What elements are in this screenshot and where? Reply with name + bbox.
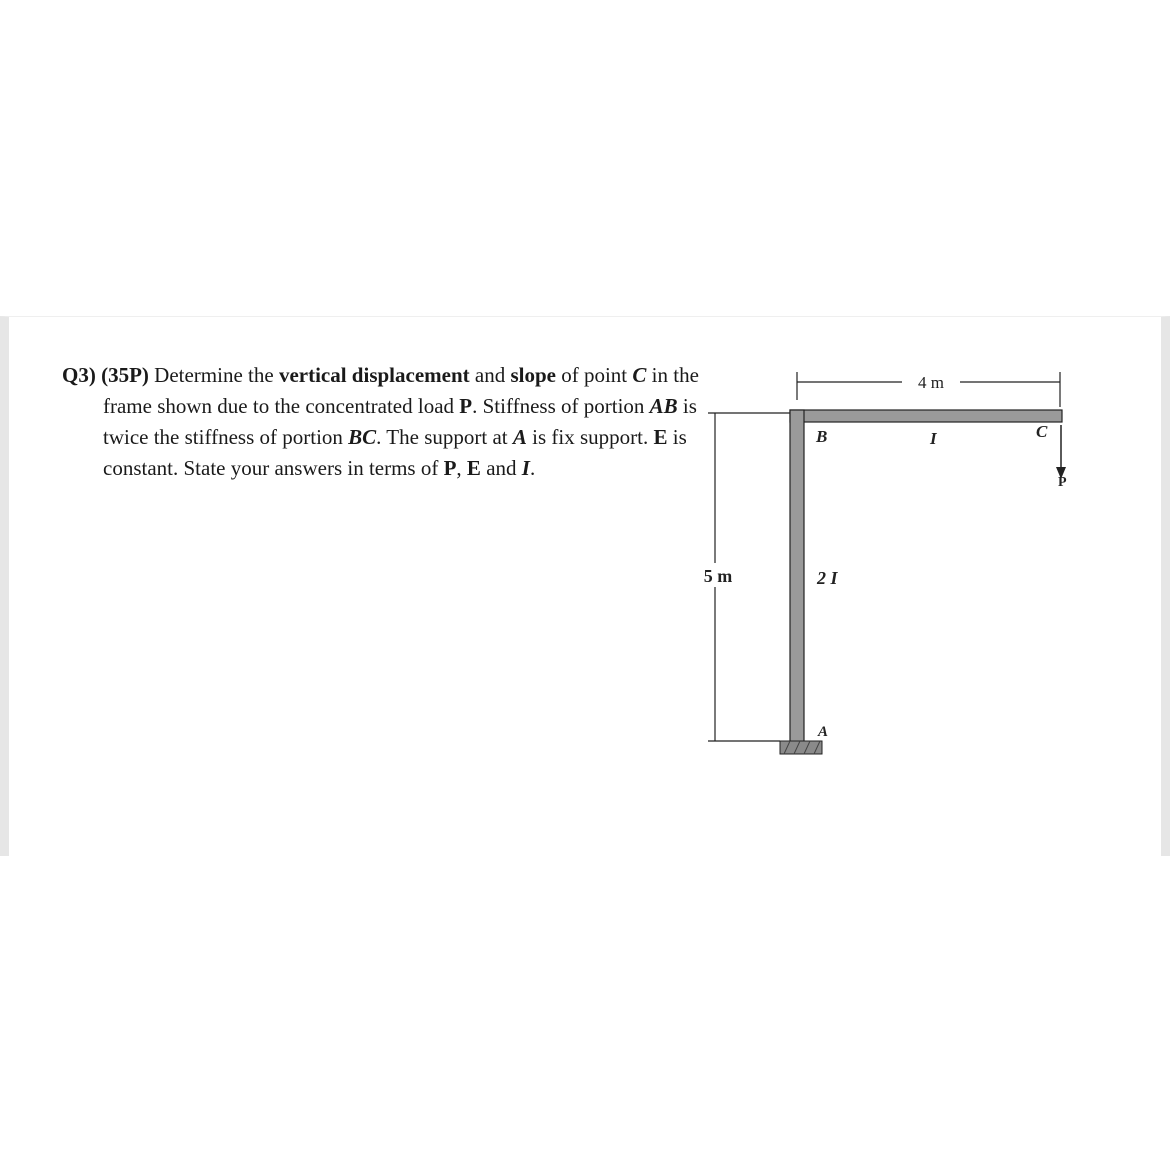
fixed-support-a: [780, 741, 822, 754]
height-label: 5 m: [703, 566, 733, 586]
question-fragment: is fix support.: [526, 425, 654, 449]
question-fragment: . Stiffness of portion: [472, 394, 650, 418]
label-a: A: [818, 724, 829, 740]
question-fragment: is constant. State your answers in terms of: [103, 425, 687, 480]
member-bc: [790, 410, 1062, 422]
question-fragment: Determine the: [148, 363, 279, 387]
emphasis-slope: slope: [510, 363, 556, 387]
question-fragment: in the frame shown due to the concentrated load: [103, 363, 699, 418]
question-fragment: ,: [456, 456, 467, 480]
question-fragment: and: [469, 363, 511, 387]
emphasis-vertical-displacement: vertical displacement: [278, 363, 470, 387]
portion-bc-ref: BC: [348, 425, 377, 449]
span-label: 4 m: [918, 373, 944, 392]
stiffness-bc-label: I: [930, 429, 937, 448]
portion-ab-ref: AB: [649, 394, 678, 418]
member-ab: [790, 410, 804, 742]
question-text: [62, 360, 703, 484]
point-c-ref: C: [632, 363, 647, 387]
label-c: C: [1036, 422, 1048, 441]
question-fragment: is twice the stiffness of portion: [103, 394, 697, 449]
question-fragment: . The support at: [376, 425, 513, 449]
answer-i-ref: I: [521, 456, 530, 480]
question-fragment: .: [529, 456, 536, 480]
question-fragment: of point: [555, 363, 633, 387]
label-p: P: [1058, 475, 1067, 490]
frame-diagram: [690, 355, 1090, 775]
label-b: B: [816, 427, 828, 446]
modulus-e-ref: E: [653, 425, 668, 449]
answer-e-ref: E: [466, 456, 481, 480]
frame-figure: [690, 355, 1090, 775]
stiffness-ab-label: 2 I: [817, 568, 838, 588]
load-p-ref: P: [459, 394, 473, 418]
question-number: Q3): [62, 363, 96, 387]
question-points: (35P): [101, 363, 149, 387]
question-fragment: and: [480, 456, 522, 480]
answer-p-ref: P: [443, 456, 457, 480]
support-a-ref: A: [512, 425, 527, 449]
